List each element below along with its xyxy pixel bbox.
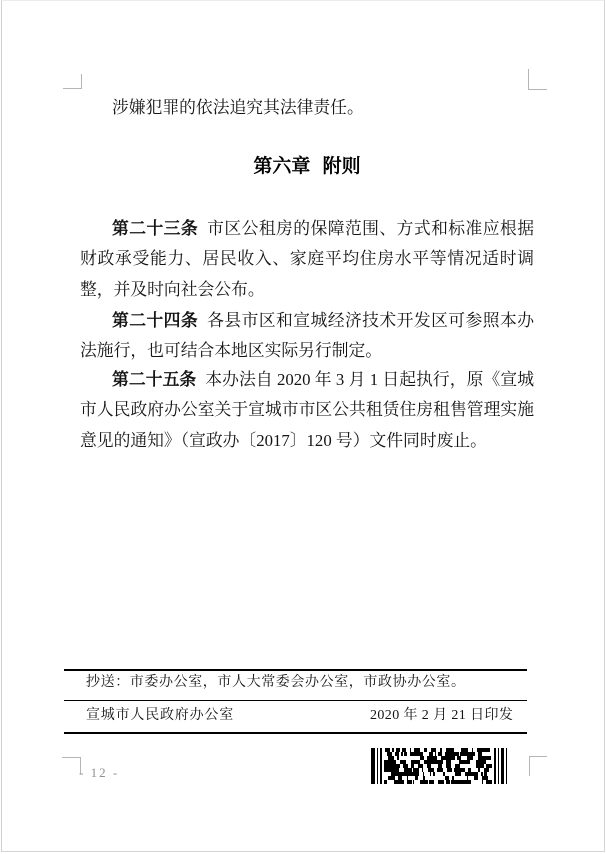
crop-mark-top-right xyxy=(528,69,547,90)
footer-rule-top xyxy=(64,669,527,671)
article-23-text: 市区公租房的保障范围、方式和标准应根据财政承受能力、居民收入、家庭平均住房水平等情况适时调整，并及时向社会公布。 xyxy=(80,219,534,299)
footer-print-date: 2020 年 2 月 21 日印发 xyxy=(370,708,514,723)
footer-issuer: 宣城市人民政府办公室 xyxy=(86,708,234,723)
article-25-text: 本办法自 2020 年 3 月 1 日起执行，原《宣城市人民政府办公室关于宣城市市区公共租赁住房租售管理实施意见的通知》（宣政办〔2017〕120 号）文件同时废止。 xyxy=(80,370,534,450)
crop-mark-bottom-right xyxy=(529,756,547,776)
pdf417-barcode-icon xyxy=(371,748,510,784)
article-25-label: 第二十五条 xyxy=(112,370,197,389)
footer-cc-line: 抄送：市委办公室，市人大常委会办公室，市政协办公室。 xyxy=(86,675,466,690)
paragraph-article-24 xyxy=(80,306,534,367)
paragraph-continuation: 涉嫌犯罪的依法追究其法律责任。 xyxy=(112,98,364,117)
article-24-text: 各县市区和宣城经济技术开发区可参照本办法施行，也可结合本地区实际另行制定。 xyxy=(80,311,534,361)
paragraph-article-23 xyxy=(80,214,534,305)
footer-rule-middle xyxy=(64,700,527,701)
article-24-label: 第二十四条 xyxy=(112,311,199,330)
footer-rule-bottom xyxy=(64,732,527,734)
crop-mark-top-left xyxy=(63,74,82,89)
paragraph-article-25 xyxy=(80,365,534,456)
page-number: - 12 - xyxy=(79,765,120,780)
article-23-label: 第二十三条 xyxy=(112,219,199,238)
chapter-heading: 第六章 附则 xyxy=(253,156,361,177)
